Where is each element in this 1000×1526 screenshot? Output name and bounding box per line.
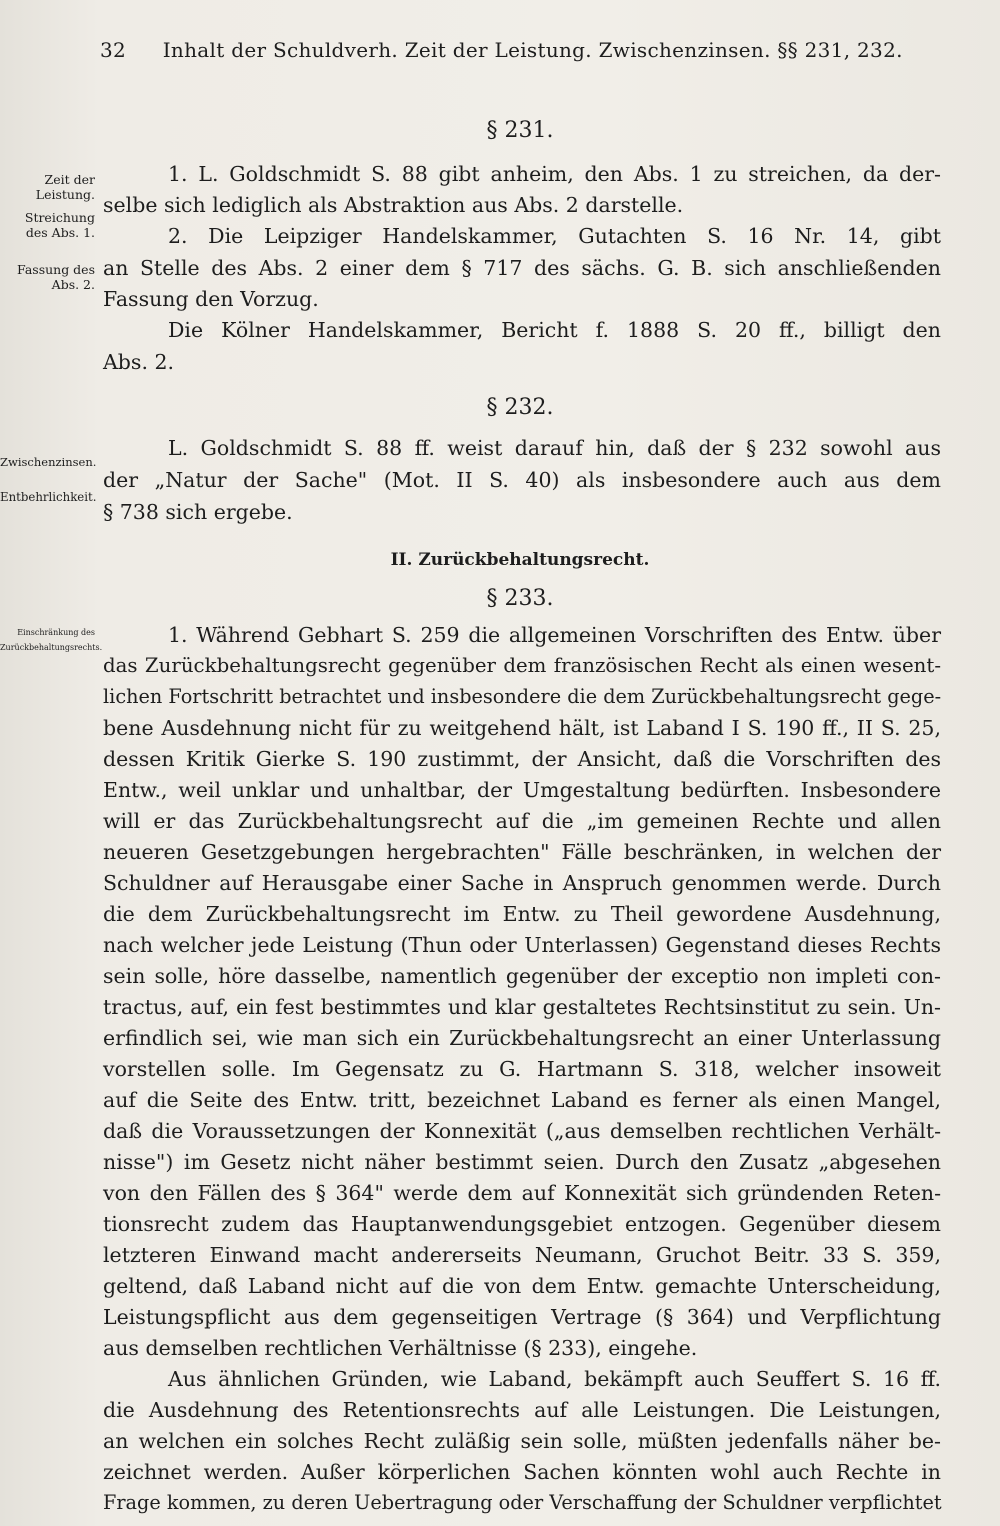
text-line: Entw., weil unklar und unhaltbar, der Umgestaltung bedürften. Insbesondere [103,778,941,802]
text-line: letzteren Einwand macht andererseits Neumann, Gruchot Beitr. 33 S. 359, [103,1243,941,1267]
text-line: an Stelle des Abs. 2 einer dem § 717 des sächs. G. B. sich anschließenden [103,256,941,280]
text-line: will er das Zurückbehaltungsrecht auf die „im gemeinen Rechte und allen [103,809,941,833]
running-title: Inhalt der Schuldverh. Zeit der Leistung. Zwischenzinsen. §§ 231, 232. [162,38,903,62]
text-line: zeichnet werden. Außer körperlichen Sachen könnten wohl auch Rechte in [103,1460,941,1484]
text-line: bene Ausdehnung nicht für zu weitgehend hält, ist Laband I S. 190 ff., II S. 25, [103,716,941,740]
text-line: die dem Zurückbehaltungsrecht im Entw. zu Theil gewordene Ausdehnung, [103,902,941,926]
text-line: nisse") im Gesetz nicht näher bestimmt seien. Durch den Zusatz „abgesehen [103,1150,941,1174]
text-line: Abs. 2. [103,350,175,374]
text-line: Frage kommen, zu deren Uebertragung oder Verschaffung der Schuldner verpflichtet [103,1491,942,1514]
margin-note-zwischenzinsen: Zwischenzinsen. [0,455,97,469]
margin-note-zeit: Zeit der Leistung. [35,172,95,202]
text-line: auf die Seite des Entw. tritt, bezeichnet Laband es ferner als einen Mangel, [103,1088,941,1112]
text-line: der „Natur der Sache" (Mot. II S. 40) als insbesondere auch aus dem [103,468,941,492]
page-number: 32 [100,38,127,62]
text-line: 1. L. Goldschmidt S. 88 gibt anheim, den Abs. 1 zu streichen, da der- [168,162,941,186]
text-line: daß die Voraussetzungen der Konnexität („aus demselben rechtlichen Verhält- [103,1119,941,1143]
text-line: geltend, daß Laband nicht auf die von dem Entw. gemachte Unterscheidung, [103,1274,941,1298]
text-line: 2. Die Leipziger Handelskammer, Gutachten S. 16 Nr. 14, gibt [168,224,941,248]
text-line: tractus, auf, ein fest bestimmtes und klar gestaltetes Rechtsinstitut zu sein. Un- [103,995,941,1019]
text-line: nach welcher jede Leistung (Thun oder Unterlassen) Gegenstand dieses Rechts [103,933,941,957]
part-heading: II. Zurückbehaltungsrecht. [390,550,650,570]
text-line: § 738 sich ergebe. [103,500,293,524]
running-header [100,38,903,62]
text-line: erfindlich sei, wie man sich ein Zurückbehaltungsrecht an einer Unterlassung [103,1026,941,1050]
section-heading-231: § 231. [486,118,554,143]
section-heading-233: § 233. [486,586,554,611]
text-line: Aus ähnlichen Gründen, wie Laband, bekämpft auch Seuffert S. 16 ff. [168,1367,941,1391]
text-line: Schuldner auf Herausgabe einer Sache in Anspruch genommen werde. Durch [103,871,941,895]
section-heading-232: § 232. [486,395,554,420]
text-line: neueren Gesetzgebungen hergebrachten" Fälle beschränken, in welchen der [103,840,941,864]
text-line: selbe sich lediglich als Abstraktion aus Abs. 2 darstelle. [103,193,684,217]
text-line: 1. Während Gebhart S. 259 die allgemeinen Vorschriften des Entw. über [168,623,941,647]
text-line: sein solle, höre dasselbe, namentlich gegenüber der exceptio non impleti con- [103,964,941,988]
text-line: das Zurückbehaltungsrecht gegenüber dem französischen Recht als einen wesent- [103,654,941,677]
margin-note-einschraenkung: Einschränkung des Zurückbehaltungsrechts. [0,628,103,652]
text-line: dessen Kritik Gierke S. 190 zustimmt, der Ansicht, daß die Vorschriften des [103,747,941,771]
text-line: die Ausdehnung des Retentionsrechts auf alle Leistungen. Die Leistungen, [103,1398,941,1422]
text-line: aus demselben rechtlichen Verhältnisse (§ 233), eingehe. [103,1336,698,1360]
margin-note-fassung: Fassung des Abs. 2. [17,262,95,292]
text-line: L. Goldschmidt S. 88 ff. weist darauf hin, daß der § 232 sowohl aus [168,436,941,460]
margin-note-entbehrlichkeit: Entbehrlichkeit. [0,490,97,504]
text-line: lichen Fortschritt betrachtet und insbesondere die dem Zurückbehaltungsrecht gege- [103,685,942,708]
text-line: tionsrecht zudem das Hauptanwendungsgebiet entzogen. Gegenüber diesem [103,1212,941,1236]
text-line: an welchen ein solches Recht zuläßig sein solle, müßten jedenfalls näher be- [103,1429,941,1453]
text-line: Fassung den Vorzug. [103,287,319,311]
text-line: vorstellen solle. Im Gegensatz zu G. Hartmann S. 318, welcher insoweit [103,1057,941,1081]
margin-note-streichung: Streichung des Abs. 1. [24,210,95,240]
text-line: Leistungspflicht aus dem gegenseitigen Vertrage (§ 364) und Verpflichtung [103,1305,941,1329]
text-line: Die Kölner Handelskammer, Bericht f. 1888 S. 20 ff., billigt den [168,318,941,342]
text-line: von den Fällen des § 364" werde dem auf Konnexität sich gründenden Reten- [103,1181,941,1205]
